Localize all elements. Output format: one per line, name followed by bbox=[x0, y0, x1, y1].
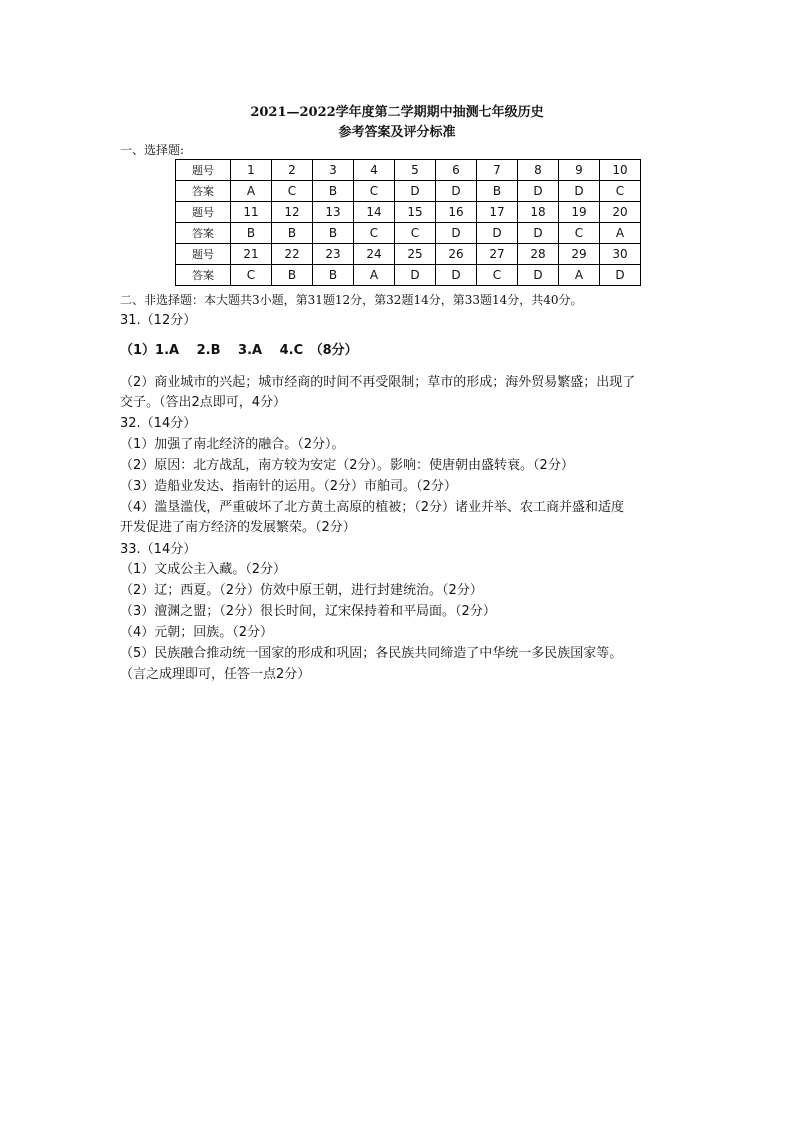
table-cell: 19 bbox=[559, 202, 600, 223]
table-cell: D bbox=[436, 181, 477, 202]
q33-heading: 33.（14分） bbox=[120, 542, 197, 557]
q32-answer-1: （1）加强了南北经济的融合。（2分）。 bbox=[120, 437, 345, 452]
q33-answer-1: （1）文成公主入藏。（2分） bbox=[120, 562, 287, 577]
row-header-cell: 题号 bbox=[176, 202, 231, 223]
table-cell: C bbox=[354, 181, 395, 202]
table-cell: 24 bbox=[354, 244, 395, 265]
table-cell: A bbox=[600, 223, 641, 244]
table-cell: 21 bbox=[231, 244, 272, 265]
row-header-cell: 答案 bbox=[176, 265, 231, 286]
q32-heading: 32.（14分） bbox=[120, 416, 197, 431]
table-cell: 30 bbox=[600, 244, 641, 265]
table-cell: B bbox=[272, 265, 313, 286]
table-cell: B bbox=[231, 223, 272, 244]
table-cell: 5 bbox=[395, 160, 436, 181]
table-cell: C bbox=[600, 181, 641, 202]
table-cell: D bbox=[477, 223, 518, 244]
q31-answer-2-line2: 交子。（答出2点即可，4分） bbox=[120, 395, 287, 410]
q32-answer-2: （2）原因：北方战乱，南方较为安定（2分）。影响：使唐朝由盛转衰。（2分） bbox=[120, 458, 574, 473]
table-cell: B bbox=[477, 181, 518, 202]
table-cell: 29 bbox=[559, 244, 600, 265]
q33-answer-3: （3）澶渊之盟；（2分）很长时间，辽宋保持着和平局面。（2分） bbox=[120, 604, 496, 619]
table-cell: B bbox=[272, 223, 313, 244]
document-title: 2021—2022学年度第二学期期中抽测七年级历史 bbox=[250, 105, 544, 120]
table-cell: 4 bbox=[354, 160, 395, 181]
table-cell: B bbox=[313, 181, 354, 202]
q33-answer-4: （4）元朝；回族。（2分） bbox=[120, 625, 274, 640]
table-cell: 12 bbox=[272, 202, 313, 223]
table-cell: 16 bbox=[436, 202, 477, 223]
table-cell: 27 bbox=[477, 244, 518, 265]
table-cell: 26 bbox=[436, 244, 477, 265]
document-subtitle: 参考答案及评分标准 bbox=[338, 125, 456, 140]
row-header-cell: 题号 bbox=[176, 244, 231, 265]
q33-answer-2: （2）辽；西夏。（2分）仿效中原王朝，进行封建统治。（2分） bbox=[120, 583, 483, 598]
table-cell: C bbox=[395, 223, 436, 244]
table-cell: 22 bbox=[272, 244, 313, 265]
table-cell: 20 bbox=[600, 202, 641, 223]
table-cell: D bbox=[518, 265, 559, 286]
q32-answer-4-line1: （4）滥垦滥伐，严重破坏了北方黄土高原的植被；（2分）诸业并举、农工商并盛和适度 bbox=[120, 500, 625, 515]
table-cell: D bbox=[559, 181, 600, 202]
table-cell: A bbox=[231, 181, 272, 202]
table-cell: 7 bbox=[477, 160, 518, 181]
table-cell: C bbox=[272, 181, 313, 202]
table-cell: D bbox=[600, 265, 641, 286]
table-cell: A bbox=[354, 265, 395, 286]
table-cell: 8 bbox=[518, 160, 559, 181]
table-cell: C bbox=[231, 265, 272, 286]
answer-table-row bbox=[176, 265, 641, 286]
answer-table-row bbox=[176, 223, 641, 244]
answer-table-row bbox=[176, 202, 641, 223]
table-cell: C bbox=[477, 265, 518, 286]
table-cell: D bbox=[436, 265, 477, 286]
table-cell: 9 bbox=[559, 160, 600, 181]
table-cell: 25 bbox=[395, 244, 436, 265]
table-cell: B bbox=[313, 265, 354, 286]
table-cell: D bbox=[395, 265, 436, 286]
section1-heading: 一、选择题: bbox=[120, 143, 185, 157]
table-cell: 13 bbox=[313, 202, 354, 223]
table-cell: C bbox=[354, 223, 395, 244]
table-cell: 11 bbox=[231, 202, 272, 223]
table-cell: C bbox=[559, 223, 600, 244]
table-cell: 17 bbox=[477, 202, 518, 223]
section2-heading: 二、非选择题：本大题共3小题，第31题12分，第32题14分，第33题14分，共40分。 bbox=[120, 293, 583, 307]
table-cell: A bbox=[559, 265, 600, 286]
q32-answer-3: （3）造船业发达、指南针的运用。（2分）市舶司。（2分） bbox=[120, 479, 457, 494]
row-header-cell: 答案 bbox=[176, 181, 231, 202]
q31-answer-2-line1: （2）商业城市的兴起；城市经商的时间不再受限制；草市的形成；海外贸易繁盛；出现了 bbox=[120, 375, 636, 390]
table-cell: 6 bbox=[436, 160, 477, 181]
table-cell: D bbox=[518, 223, 559, 244]
table-cell: 3 bbox=[313, 160, 354, 181]
q32-answer-4-line2: 开发促进了南方经济的发展繁荣。（2分） bbox=[120, 520, 356, 535]
table-cell: 2 bbox=[272, 160, 313, 181]
table-cell: 15 bbox=[395, 202, 436, 223]
table-cell: 18 bbox=[518, 202, 559, 223]
row-header-cell: 题号 bbox=[176, 160, 231, 181]
table-cell: 1 bbox=[231, 160, 272, 181]
q31-answer-1: （1）1.A 2.B 3.A 4.C （8分） bbox=[120, 343, 358, 358]
answer-table-row bbox=[176, 181, 641, 202]
table-cell: 14 bbox=[354, 202, 395, 223]
answer-table-row bbox=[176, 244, 641, 265]
table-cell: B bbox=[313, 223, 354, 244]
table-cell: D bbox=[436, 223, 477, 244]
q33-answer-5: （5）民族融合推动统一国家的形成和巩固；各民族共同缔造了中华统一多民族国家等。 bbox=[120, 646, 623, 661]
q33-note: （言之成理即可，任答一点2分） bbox=[120, 667, 311, 682]
row-header-cell: 答案 bbox=[176, 223, 231, 244]
table-cell: D bbox=[395, 181, 436, 202]
q31-heading: 31.（12分） bbox=[120, 313, 197, 328]
answer-table-row bbox=[176, 160, 641, 181]
table-cell: 23 bbox=[313, 244, 354, 265]
table-cell: 10 bbox=[600, 160, 641, 181]
answer-table bbox=[175, 159, 641, 286]
table-cell: D bbox=[518, 181, 559, 202]
table-cell: 28 bbox=[518, 244, 559, 265]
